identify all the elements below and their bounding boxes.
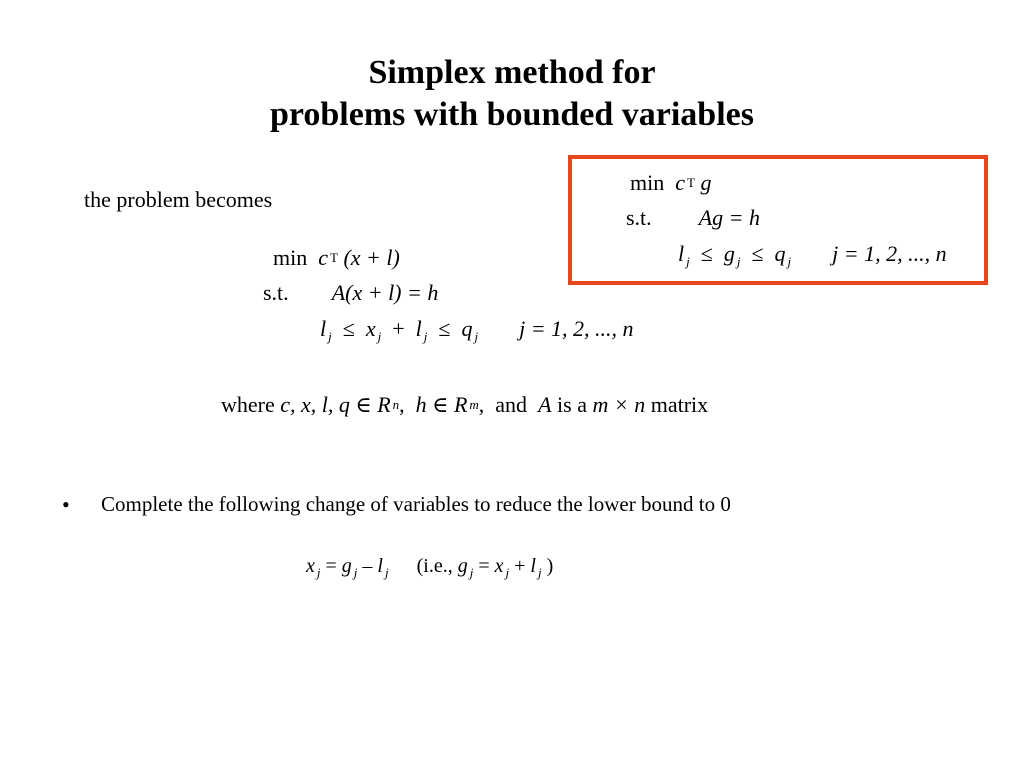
orig-bounds: l $_j$ ≤ g $_j$ ≤ q $_j$ j = 1, 2, ..., n — [678, 241, 947, 269]
bullet-point — [62, 492, 70, 518]
orig-objective: min c $^T$ g — [630, 170, 712, 195]
transformed-constraint: s.t. A(x + l) = h — [263, 280, 439, 305]
substitution-formula: x $_j$ = g $_j$ – l $_j$ (i.e., g $_j$ = x $_j$ + l $_j$ ) — [306, 555, 554, 580]
problem-becomes-text: the problem becomes — [84, 187, 273, 212]
bullet-text: Complete the following change of variables to reduce the lower bound to 0 — [101, 492, 731, 516]
orig-constraint: s.t. Ag = h — [626, 205, 760, 230]
title-line-2: problems with bounded variables — [270, 96, 754, 133]
bullet-symbol: • — [62, 492, 70, 517]
slide-title — [0, 52, 1024, 136]
transformed-objective: min c $^T$ (x + l) — [273, 245, 400, 270]
where-line: where c, x, l, q ∈ R $^n$, h ∈ R $^m$, and A is a m × n matrix — [221, 392, 709, 417]
title-line-1: Simplex method for — [368, 54, 656, 91]
transformed-bounds: l $_j$ ≤ x $_j$ + l $_j$ ≤ q $_j$ j = 1, 2, ..., n — [320, 316, 634, 344]
